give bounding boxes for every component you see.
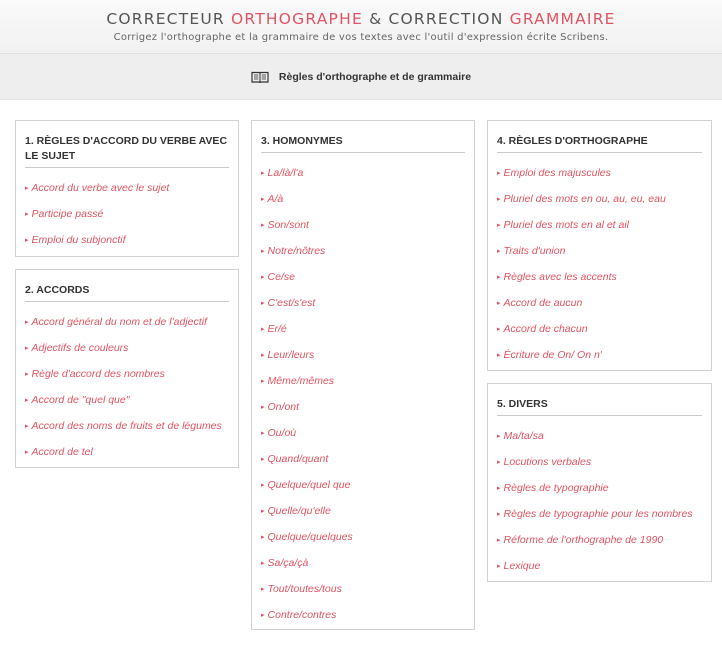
rule-link[interactable] — [497, 553, 702, 579]
rule-link-label: Règle d'accord des nombres — [31, 368, 165, 380]
rule-link-label: Accord du verbe avec le sujet — [31, 182, 170, 194]
rule-link[interactable] — [261, 524, 465, 550]
title-accent-grammaire: GRAMMAIRE — [509, 10, 616, 28]
rule-link-label: Même/mêmes — [267, 375, 335, 387]
rule-link-label: Lexique — [503, 560, 541, 572]
rule-link-label: Emploi des majuscules — [503, 167, 611, 179]
caret-right-icon: ▸ — [261, 378, 265, 385]
caret-right-icon: ▸ — [497, 459, 501, 466]
rule-link[interactable] — [25, 335, 229, 361]
caret-right-icon: ▸ — [25, 449, 29, 456]
page-heading-bar — [0, 54, 722, 100]
rule-link-label: Quelle/qu'elle — [267, 505, 331, 517]
rule-link[interactable] — [497, 160, 702, 186]
rule-link-label: Accord de tel — [31, 446, 93, 458]
caret-right-icon: ▸ — [25, 345, 29, 352]
caret-right-icon: ▸ — [25, 185, 29, 192]
caret-right-icon: ▸ — [261, 456, 265, 463]
rule-link-label: Quand/quant — [267, 453, 329, 465]
caret-right-icon: ▸ — [497, 222, 501, 229]
rule-link[interactable] — [497, 423, 702, 449]
section-accords — [15, 269, 239, 468]
rule-link-label: On/ont — [267, 401, 300, 413]
caret-right-icon: ▸ — [25, 211, 29, 218]
title-part1: CORRECTEUR — [106, 10, 232, 28]
rule-link-label: Traits d'union — [503, 245, 566, 257]
caret-right-icon: ▸ — [261, 508, 265, 515]
rule-link-label: Réforme de l'orthographe de 1990 — [503, 534, 664, 546]
rule-link-label: La/là/l'a — [267, 167, 304, 179]
rule-link-label: Règles avec les accents — [503, 271, 617, 283]
link-list — [261, 160, 465, 628]
rule-link[interactable] — [25, 413, 229, 439]
site-subtitle: Corrigez l'orthographe et la grammaire de vos textes avec l'outil d'expression écrite Scribens. — [113, 32, 609, 43]
rule-link[interactable] — [497, 527, 702, 553]
rule-link[interactable] — [497, 186, 702, 212]
rule-link[interactable] — [261, 264, 465, 290]
caret-right-icon: ▸ — [261, 170, 265, 177]
site-header — [0, 0, 722, 54]
caret-right-icon: ▸ — [497, 170, 501, 177]
section-title: 4. RÈGLES D'ORTHOGRAPHE — [497, 134, 702, 153]
rule-link-label: Participe passé — [31, 208, 104, 220]
caret-right-icon: ▸ — [497, 511, 501, 518]
title-accent-orthographe: ORTHOGRAPHE — [231, 10, 363, 28]
caret-right-icon: ▸ — [261, 482, 265, 489]
rule-link[interactable] — [25, 175, 229, 201]
rule-link-label: Adjectifs de couleurs — [31, 342, 129, 354]
rule-link[interactable] — [261, 186, 465, 212]
rule-link-label: Locutions verbales — [503, 456, 592, 468]
link-list — [497, 160, 702, 368]
rule-link-label: Tout/toutes/tous — [267, 583, 342, 595]
rule-link[interactable] — [261, 446, 465, 472]
rule-link[interactable] — [25, 387, 229, 413]
rule-link[interactable] — [25, 361, 229, 387]
caret-right-icon: ▸ — [261, 300, 265, 307]
rule-link[interactable] — [25, 309, 229, 335]
rule-link[interactable] — [261, 290, 465, 316]
rule-link[interactable] — [261, 342, 465, 368]
caret-right-icon: ▸ — [497, 300, 501, 307]
rule-link-label: Accord de chacun — [503, 323, 588, 335]
section-homonymes — [251, 120, 475, 630]
section-spelling-rules — [487, 120, 712, 371]
caret-right-icon: ▸ — [261, 586, 265, 593]
rule-link[interactable] — [497, 212, 702, 238]
rule-link-label: Règles de typographie — [503, 482, 609, 494]
rule-link[interactable] — [497, 449, 702, 475]
section-title: 5. DIVERS — [497, 397, 702, 416]
rule-link-label: Accord général du nom et de l'adjectif — [31, 316, 207, 328]
caret-right-icon: ▸ — [261, 248, 265, 255]
caret-right-icon: ▸ — [261, 352, 265, 359]
rule-link-label: A/à — [267, 193, 284, 205]
caret-right-icon: ▸ — [497, 274, 501, 281]
rule-link[interactable] — [261, 160, 465, 186]
rule-link[interactable] — [261, 420, 465, 446]
rule-link-label: Ou/où — [267, 427, 297, 439]
rule-link[interactable] — [497, 238, 702, 264]
title-part2: & CORRECTION — [362, 10, 510, 28]
rule-link-label: Accord de "quel que" — [31, 394, 130, 406]
caret-right-icon: ▸ — [261, 560, 265, 567]
rule-link[interactable] — [261, 602, 465, 628]
caret-right-icon: ▸ — [497, 563, 501, 570]
rule-link[interactable] — [261, 394, 465, 420]
rule-link-label: Sa/ça/çà — [267, 557, 309, 569]
section-title: 1. RÈGLES D'ACCORD DU VERBE AVEC LE SUJET — [25, 134, 229, 168]
rule-link-label: C'est/s'est — [267, 297, 316, 309]
rule-link-label: Emploi du subjonctif — [31, 234, 126, 246]
rule-link[interactable] — [261, 316, 465, 342]
rule-link[interactable] — [261, 576, 465, 602]
caret-right-icon: ▸ — [25, 423, 29, 430]
rule-link[interactable] — [497, 264, 702, 290]
caret-right-icon: ▸ — [261, 196, 265, 203]
page-heading: Règles d'orthographe et de grammaire — [278, 70, 472, 83]
book-icon — [251, 71, 269, 83]
rule-link-label: Règles de typographie pour les nombres — [503, 508, 693, 520]
caret-right-icon: ▸ — [261, 274, 265, 281]
rule-link-label: Ce/se — [267, 271, 295, 283]
rule-link[interactable] — [497, 342, 702, 368]
rule-link[interactable] — [261, 212, 465, 238]
rule-link[interactable] — [497, 316, 702, 342]
caret-right-icon: ▸ — [261, 326, 265, 333]
rule-link-label: Accord des noms de fruits et de légumes — [31, 420, 222, 432]
rule-link-label: Son/sont — [267, 219, 309, 231]
link-list — [497, 423, 702, 579]
caret-right-icon: ▸ — [261, 612, 265, 619]
rule-link[interactable] — [25, 201, 229, 227]
caret-right-icon: ▸ — [497, 326, 501, 333]
rule-link-label: Ma/ta/sa — [503, 430, 544, 442]
rule-link-label: Er/é — [267, 323, 287, 335]
rule-link-label: Quelque/quelques — [267, 531, 353, 543]
rule-link[interactable] — [261, 238, 465, 264]
section-divers — [487, 383, 712, 582]
rule-link[interactable] — [497, 290, 702, 316]
rule-link-label: Pluriel des mots en al et ail — [503, 219, 629, 231]
site-title[interactable] — [0, 0, 722, 28]
caret-right-icon: ▸ — [497, 485, 501, 492]
rule-link[interactable] — [261, 498, 465, 524]
caret-right-icon: ▸ — [25, 371, 29, 378]
caret-right-icon: ▸ — [25, 237, 29, 244]
link-list — [25, 175, 229, 253]
rule-link-label: Notre/nôtres — [267, 245, 326, 257]
rule-link-label: Leur/leurs — [267, 349, 315, 361]
section-title: 3. HOMONYMES — [261, 134, 465, 153]
caret-right-icon: ▸ — [25, 319, 29, 326]
rule-link[interactable] — [25, 227, 229, 253]
rule-link[interactable] — [497, 475, 702, 501]
rule-link-label: Quelque/quel que — [267, 479, 351, 491]
caret-right-icon: ▸ — [261, 222, 265, 229]
caret-right-icon: ▸ — [261, 534, 265, 541]
rule-link-label: Contre/contres — [267, 609, 337, 621]
rule-link-label: Écriture de On/ On n' — [503, 349, 602, 361]
caret-right-icon: ▸ — [497, 196, 501, 203]
rule-link[interactable] — [261, 368, 465, 394]
rule-link[interactable] — [261, 472, 465, 498]
link-list — [25, 309, 229, 465]
rule-link[interactable] — [25, 439, 229, 465]
caret-right-icon: ▸ — [497, 537, 501, 544]
caret-right-icon: ▸ — [497, 248, 501, 255]
section-title: 2. ACCORDS — [25, 283, 229, 302]
rule-link[interactable] — [497, 501, 702, 527]
rule-link-label: Pluriel des mots en ou, au, eu, eau — [503, 193, 666, 205]
caret-right-icon: ▸ — [261, 404, 265, 411]
section-verb-agreement — [15, 120, 239, 257]
rule-link-label: Accord de aucun — [503, 297, 583, 309]
caret-right-icon: ▸ — [497, 352, 501, 359]
caret-right-icon: ▸ — [261, 430, 265, 437]
rule-link[interactable] — [261, 550, 465, 576]
caret-right-icon: ▸ — [25, 397, 29, 404]
caret-right-icon: ▸ — [497, 433, 501, 440]
